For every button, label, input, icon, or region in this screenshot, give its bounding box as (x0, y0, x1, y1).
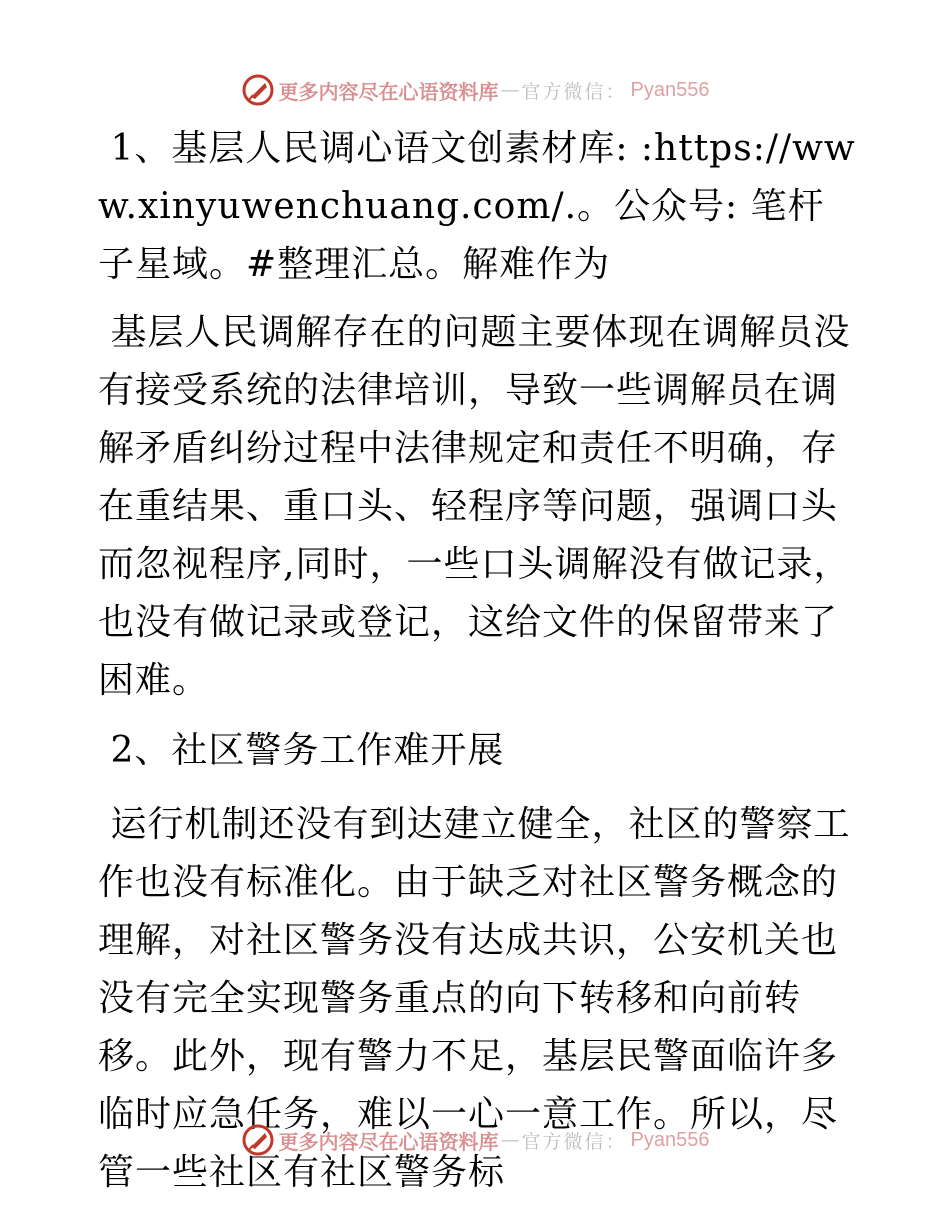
quill-logo-icon (241, 73, 275, 107)
header-watermark (0, 70, 950, 110)
watermark-site-text: 更多内容尽在心语资料库 (278, 79, 499, 104)
document-body (98, 120, 858, 1202)
footer-watermark (0, 1120, 950, 1160)
section-heading-2: 2、社区警务工作难开展 (98, 730, 505, 771)
paragraph-2: 基层人民调解存在的问题主要体现在调解员没有接受系统的法律培训，导致一些调解员在调解矛盾纠纷过程中法律规定和责任不明确，存在重结果、重口头、轻程序等问题，强调口头而忽视程序,同时，一些口头调解没有做记录，也没有做记录或登记，这给文件的保留带来了困难。 (98, 312, 851, 701)
quill-logo-icon (241, 1123, 275, 1157)
watermark-wechat-id: Pyan556 (630, 1128, 710, 1151)
watermark-official-label: 官方微信： (521, 80, 627, 103)
watermark-official-label: 官方微信： (521, 1130, 627, 1153)
paragraph-3: 运行机制还没有到达建立健全，社区的警察工作也没有标准化。由于缺乏对社区警务概念的理解，对社区警务没有达成共识，公安机关也没有完全实现警务重点的向下转移和向前转移。此外，现有警力不足，基层民警面临许多临时应急任务，难以一心一意工作。所以，尽管一些社区有社区警务标 (98, 804, 851, 1193)
watermark-site-text: 更多内容尽在心语资料库 (278, 1129, 499, 1154)
watermark-wechat-id: Pyan556 (630, 78, 710, 101)
paragraph-1: 1、基层人民调心语文创素材库: :https://www.xinyuwenchuang.com/.。公众号: 笔杆子星域。#整理汇总。解难作为 (98, 128, 856, 285)
watermark-dash: — (500, 1129, 520, 1151)
watermark-dash: — (500, 79, 520, 101)
